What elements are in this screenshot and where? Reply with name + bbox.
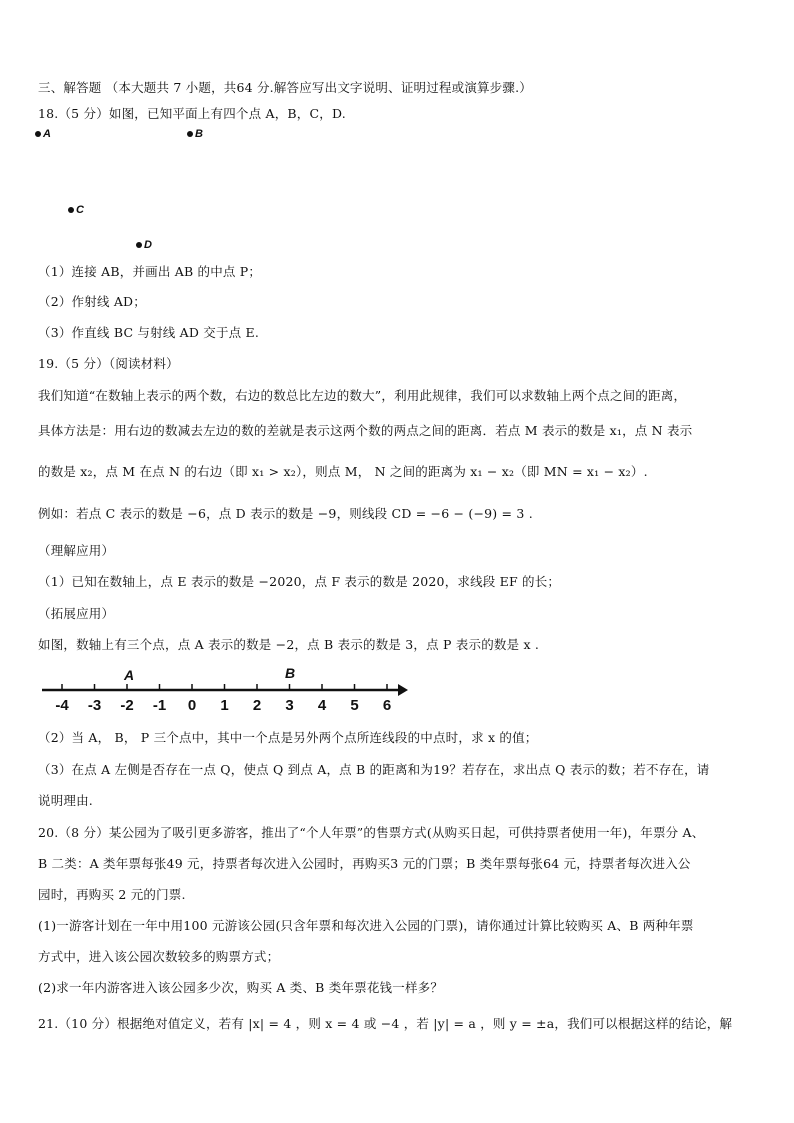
number-line [40,662,410,718]
q21-line-1: 21.（10 分）根据绝对值定义，若有 |x| = 4 ，则 x = 4 或 −4 ，若 |y| = a ，则 y = ±a，我们可以根据这样的结论，解 [38,1016,733,1031]
q19-question-2: （2）当 A， B， P 三个点中，其中一个点是另外两个点所连线段的中点时，求 x 的值； [38,730,538,745]
q20-line-3: 园时，再购买 2 元的门票. [38,887,186,902]
q19-paragraph-2: 具体方法是：用右边的数减去左边的数的差就是表示这两个数的两点之间的距离．若点 M 表示的数是 x₁，点 N 表示 [38,423,693,438]
q19-heading-understand: （理解应用） [38,543,115,558]
number-line-tick-label: 4 [317,697,327,714]
number-line-label-a: A [124,667,135,683]
number-line-tick-label: -4 [55,697,69,714]
number-line-tick-label: 6 [382,697,392,714]
q20-line-2: B 二类：A 类年票每张49 元，持票者每次进入公园时，再购买3 元的门票；B 类年票每张64 元，持票者每次进入公 [38,856,691,871]
q20-line-4: (1)一游客计划在一年中用100 元游该公园(只含年票和每次进入公园的门票)，请你通过计算比较购买 A、B 两种年票 [38,918,694,933]
point-d-dot [136,242,142,248]
q19-heading-extend: （拓展应用） [38,606,115,621]
number-line-tick-label: -3 [87,697,102,714]
point-a: A [35,128,51,140]
number-line-tick-label: -1 [152,697,167,714]
number-line-arrow-icon [398,684,408,696]
q19-question-1: （1）已知在数轴上，点 E 表示的数是 −2020，点 F 表示的数是 2020，求线段 EF 的长； [38,574,561,589]
q20-line-5: 方式中，进入该公园次数较多的购票方式； [38,949,280,964]
q19-figure-intro: 如图，数轴上有三个点，点 A 表示的数是 −2，点 B 表示的数是 3，点 P 表示的数是 x . [38,637,540,652]
section-header: 三、解答题 （本大题共 7 小题，共64 分.解答应写出文字说明、证明过程或演算步骤.） [38,80,533,95]
q19-paragraph-3: 的数是 x₂，点 M 在点 N 的右边（即 x₁ > x₂），则点 M， N 之间的距离为 x₁ − x₂（即 MN = x₁ − x₂）. [38,464,648,479]
q20-line-1: 20.（8 分）某公园为了吸引更多游客，推出了“个人年票”的售票方式(从购买日起，可供持票者使用一年)，年票分 A、 [38,825,705,840]
question-18-title: 18.（5 分）如图，已知平面上有四个点 A，B，C，D. [38,106,346,121]
number-line-tick-label: 0 [187,697,197,714]
q20-line-6: (2)求一年内游客进入该公园多少次，购买 A 类、B 类年票花钱一样多？ [38,980,444,995]
number-line-tick-label: 5 [350,697,359,714]
point-b-dot [187,131,193,137]
q19-paragraph-1: 我们知道“在数轴上表示的两个数，右边的数总比左边的数大”，利用此规律，我们可以求数轴上两个点之间的距离， [38,388,687,403]
q18-part-2: （2）作射线 AD； [38,294,146,309]
point-d: D [136,239,152,251]
point-c: C [68,204,84,216]
number-line-label-b: B [285,665,296,681]
number-line-tick-label: 2 [252,697,262,714]
q19-question-3-line-1: （3）在点 A 左侧是否存在一点 Q，使点 Q 到点 A，点 B 的距离和为19？若存在，求出点 Q 表示的数；若不存在，请 [38,762,710,777]
point-c-dot [68,207,74,213]
point-a-dot [35,131,41,137]
number-line-tick-label: 3 [285,697,294,714]
point-b: B [187,128,203,140]
q18-part-3: （3）作直线 BC 与射线 AD 交于点 E. [38,325,260,340]
question-19-title: 19.（5 分）（阅读材料） [38,356,179,371]
number-line-tick-label: 1 [220,697,229,714]
q18-part-1: （1）连接 AB，并画出 AB 的中点 P； [38,264,262,279]
q19-question-3-line-2: 说明理由. [38,793,93,808]
q19-example: 例如：若点 C 表示的数是 −6，点 D 表示的数是 −9，则线段 CD = −6 − (−9) = 3 . [38,506,533,521]
number-line-tick-label: -2 [120,697,134,714]
